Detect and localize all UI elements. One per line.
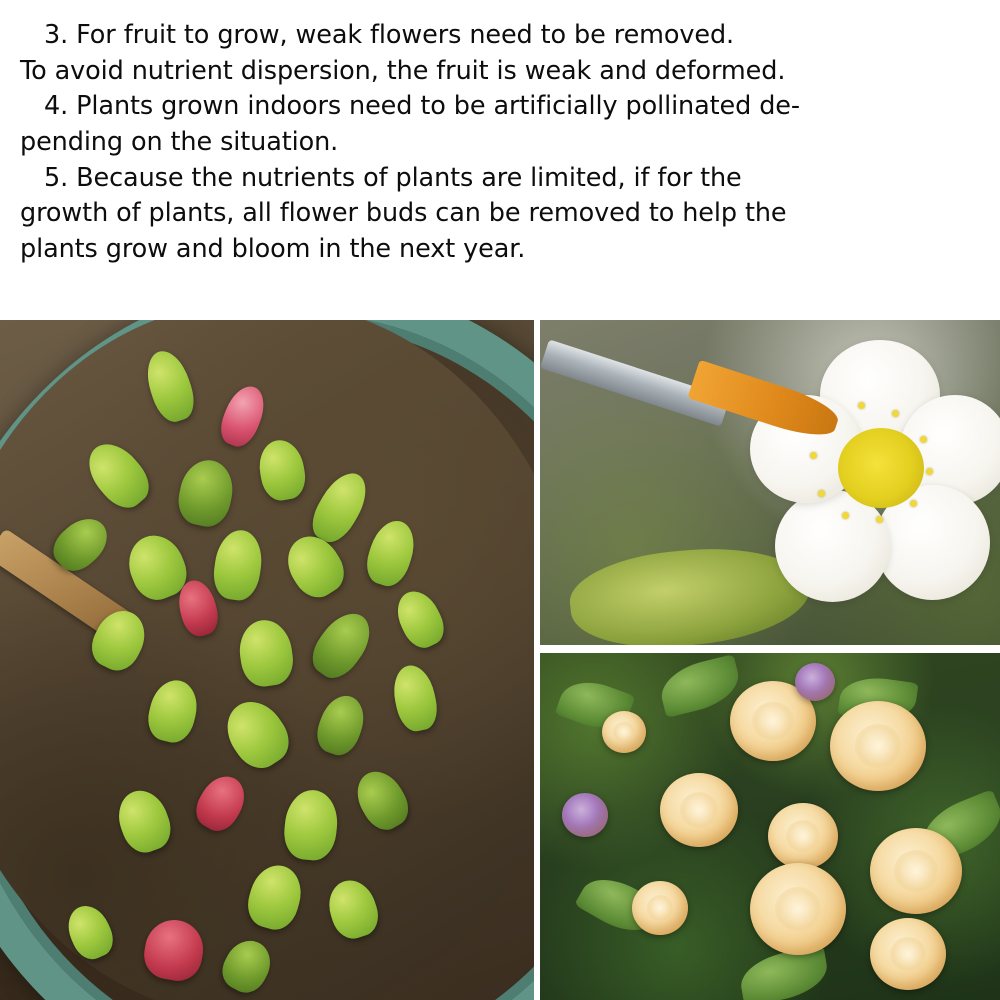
photo-gallery <box>0 320 1000 1000</box>
text-line: growth of plants, all flower buds can be removed to help the <box>20 198 787 229</box>
text-line: 4. Plants grown indoors need to be artificially pollinated de- <box>20 91 800 122</box>
rose-bloom-purple <box>795 663 835 701</box>
rose-bloom-purple <box>562 793 608 837</box>
rose-bloom <box>660 773 738 847</box>
text-line: 5. Because the nutrients of plants are limited, if for the <box>20 162 742 193</box>
photo-apricot-roses <box>540 653 1000 1000</box>
text-line: 3. For fruit to grow, weak flowers need to be removed. <box>20 20 735 50</box>
flower-center-stigma <box>838 428 924 508</box>
stamen <box>858 402 865 409</box>
paragraph-item-5 <box>20 161 980 268</box>
paragraph-item-4 <box>20 89 980 160</box>
instruction-text-block <box>0 0 1000 320</box>
photo-removed-buds <box>0 320 534 1000</box>
text-line: To avoid nutrient dispersion, the fruit is weak and deformed. <box>20 55 786 86</box>
paragraph-item-3 <box>20 18 980 89</box>
white-rose-flower <box>750 340 1000 605</box>
stamen <box>920 436 927 443</box>
text-line: pending on the situation. <box>20 127 339 158</box>
stamen <box>842 512 849 519</box>
stamen <box>892 410 899 417</box>
stamen <box>810 452 817 459</box>
rose-bloom <box>830 701 926 791</box>
stamen <box>910 500 917 507</box>
rose-bloom <box>768 803 838 869</box>
stamen <box>926 468 933 475</box>
text-line: plants grow and bloom in the next year. <box>20 234 526 265</box>
rose-bloom <box>750 863 846 955</box>
photo-hand-pollination <box>540 320 1000 645</box>
rose-bloom <box>602 711 646 753</box>
stamen <box>876 516 883 523</box>
rose-bloom <box>632 881 688 935</box>
stamen <box>818 490 825 497</box>
rose-bloom <box>870 828 962 914</box>
rose-bloom <box>870 918 946 990</box>
